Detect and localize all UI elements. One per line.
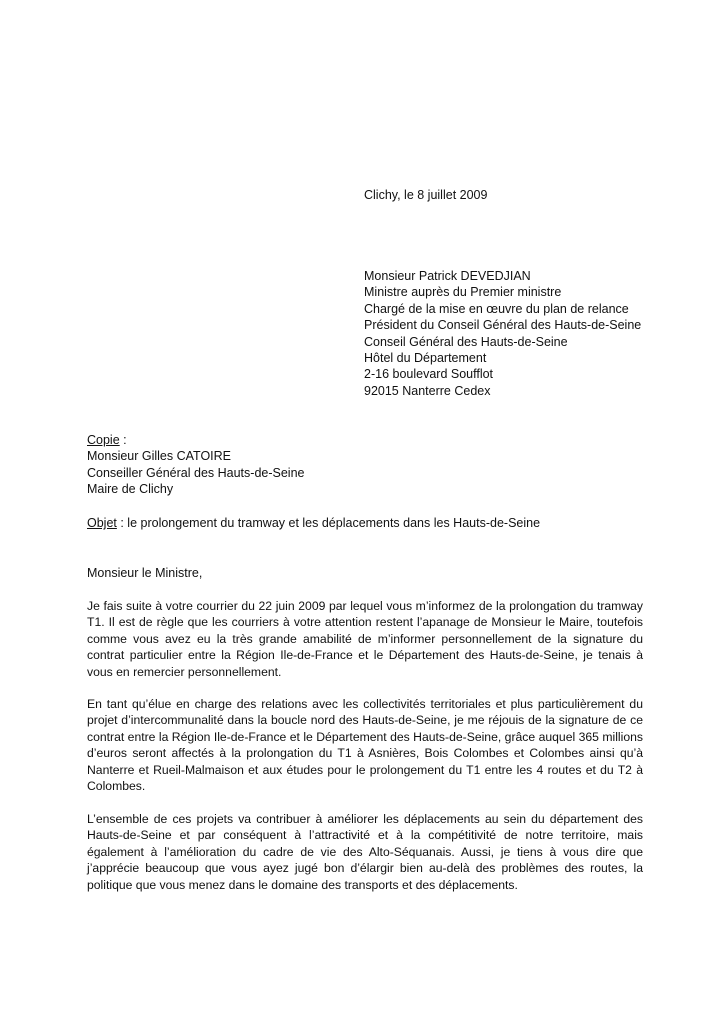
recipient-city: 92015 Nanterre Cedex xyxy=(364,383,491,398)
recipient-street: 2-16 boulevard Soufflot xyxy=(364,367,494,382)
recipient-organization: Conseil Général des Hauts-de-Seine xyxy=(364,334,568,349)
subject-label: Objet xyxy=(87,516,117,530)
copy-line: Monsieur Gilles CATOIRE xyxy=(87,449,232,464)
recipient-name: Monsieur Patrick DEVEDJIAN xyxy=(364,269,531,283)
recipient-address-block xyxy=(364,268,641,399)
recipient-building: Hôtel du Département xyxy=(364,351,487,366)
copy-label: Copie xyxy=(87,433,120,447)
copy-block xyxy=(87,432,304,498)
recipient-title-line: Chargé de la mise en œuvre du plan de relance xyxy=(364,301,629,316)
copy-separator: : xyxy=(119,433,127,447)
subject-line xyxy=(87,515,540,531)
recipient-title-line: Président du Conseil Général des Hauts-de-Seine xyxy=(364,318,642,333)
body-paragraph: L’ensemble de ces projets va contribuer à améliorer les déplacements au sein du département des Hauts-de-Seine et par conséquent à l’attractivité et à la compétitivité de notre territoire, mais également à l’amélioration du cadre de vie des Alto-Séquanais. Aussi, je tiens à vous dire que j’apprécie beaucoup que vous ayez jugé bon d’élargir bien au-delà des problèmes des routes, la politique que vous menez dans le domaine des transports et des déplacements. xyxy=(87,812,643,892)
recipient-title-line: Ministre auprès du Premier ministre xyxy=(364,285,562,300)
copy-heading xyxy=(87,432,304,448)
copy-line: Maire de Clichy xyxy=(87,482,174,497)
greeting: Monsieur le Ministre, xyxy=(87,566,203,580)
subject-text: : le prolongement du tramway et les déplacements dans les Hauts-de-Seine xyxy=(116,516,541,530)
body-paragraph: Je fais suite à votre courrier du 22 juin 2009 par lequel vous m’informez de la prolongation du tramway T1. Il est de règle que les courriers à votre attention restent l’apanage de Monsieur le Maire, toutefois comme vous avez eu la très grande amabilité de m’informer personnellement de la signature du contrat particulier entre la Région Ile-de-France et le Département des Hauts-de-Seine, je tenais à vous en remercier personnellement. xyxy=(87,599,643,679)
date-line: Clichy, le 8 juillet 2009 xyxy=(364,188,488,202)
body-paragraph: En tant qu’élue en charge des relations avec les collectivités territoriales et plus particulièrement du projet d’intercommunalité dans la boucle nord des Hauts-de-Seine, je me réjouis de la signature de ce contrat entre la Région Ile-de-France et le Département des Hauts-de-Seine, grâce auquel 365 millions d’euros seront affectés à la prolongation du T1 à Asnières, Bois Colombes et Colombes ainsi qu’à Nanterre et Rueil-Malmaison et aux études pour le prolongement du T1 entre les 4 routes et du T2 à Colombes. xyxy=(87,697,643,794)
copy-line: Conseiller Général des Hauts-de-Seine xyxy=(87,465,305,480)
